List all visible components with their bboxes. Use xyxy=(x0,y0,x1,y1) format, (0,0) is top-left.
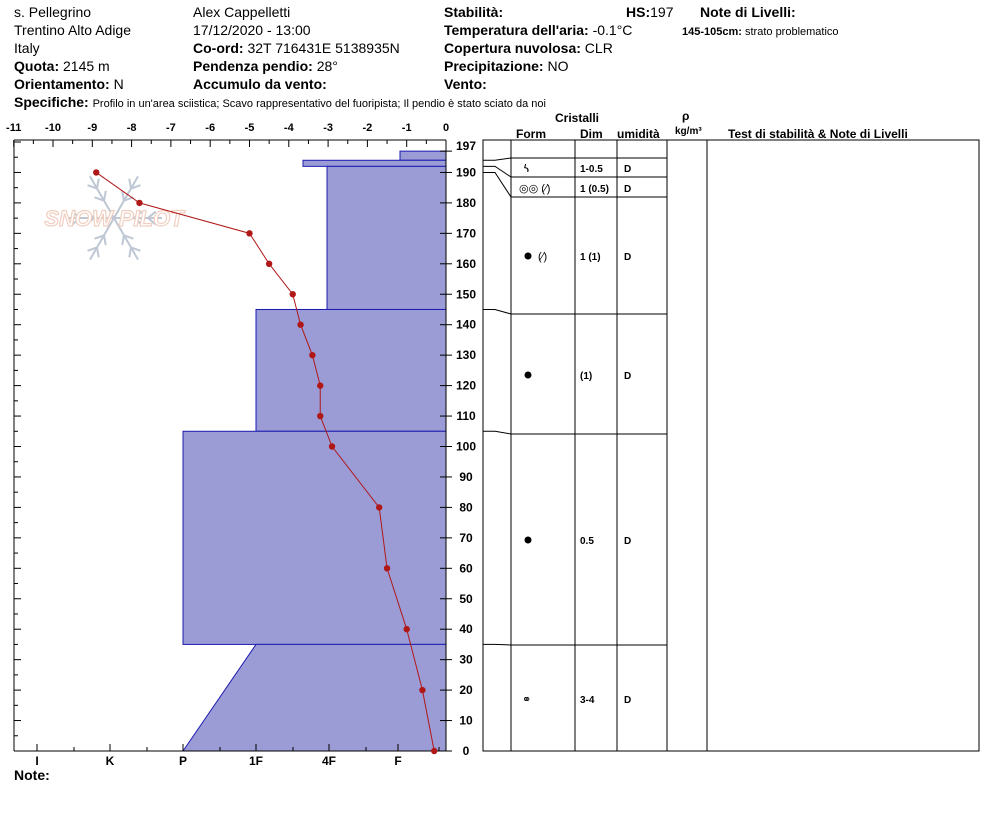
col-test: Test di stabilità & Note di Livelli xyxy=(728,127,908,141)
country-name: Italy xyxy=(14,40,40,56)
flake-branch xyxy=(97,179,99,189)
pendenza-label: Pendenza pendio: xyxy=(193,58,313,74)
crystal-umidita-value: D xyxy=(624,371,632,382)
height-tick-label: 20 xyxy=(459,683,473,698)
height-tick-label: 40 xyxy=(459,622,473,637)
accumulo-label: Accumulo da vento: xyxy=(193,76,327,92)
temp-point xyxy=(246,230,252,236)
flake-branch xyxy=(129,247,131,257)
temp-value: -0.1°C xyxy=(592,22,633,38)
hardness-tick-label: I xyxy=(35,754,39,768)
precipitazione-label: Precipitazione: xyxy=(444,58,544,74)
temp-point xyxy=(317,382,323,388)
crystal-form-rounded-icon xyxy=(525,372,532,379)
temp-tick-label: -10 xyxy=(45,122,61,134)
hardness-layer xyxy=(256,309,446,431)
observer-name: Alex Cappelletti xyxy=(193,4,291,20)
region-name: Trentino Alto Adige xyxy=(14,22,132,38)
hardness-layer xyxy=(303,160,446,166)
note-livelli-text: strato problematico xyxy=(745,26,839,38)
coord-label: Co-ord: xyxy=(193,40,244,56)
col-form: Form xyxy=(516,127,546,141)
flake-branch xyxy=(122,235,124,245)
col-dim: Dim xyxy=(580,127,603,141)
flake-branch xyxy=(104,235,106,245)
hardness-tick-label: 1F xyxy=(248,754,264,768)
col-rho-unit: kg/m³ xyxy=(675,126,702,137)
col-rho: ρ xyxy=(682,109,690,123)
copertura-value: CLR xyxy=(584,40,613,56)
height-tick-label: 120 xyxy=(455,378,477,393)
hardness-layer xyxy=(183,644,446,751)
height-tick-label: 50 xyxy=(459,591,473,606)
hardness-tick-label: P xyxy=(178,754,188,768)
temp-tick-label: -3 xyxy=(323,122,333,134)
crystal-form-rounded-icon xyxy=(525,537,532,544)
temp-tick-label: -7 xyxy=(166,122,176,134)
connector-line xyxy=(483,644,511,645)
temp-tick-label: 0 xyxy=(442,122,450,134)
temp-point xyxy=(384,565,390,571)
crystal-table xyxy=(483,140,979,751)
footer-note-label: Note: xyxy=(14,767,50,783)
table-border xyxy=(483,140,979,751)
location-name: s. Pellegrino xyxy=(14,4,92,20)
hardness-tick-label: 4F xyxy=(321,754,337,768)
crystal-form-label: ⚭ xyxy=(522,694,532,706)
hs-value: 197 xyxy=(650,4,674,20)
height-tick-label: 0 xyxy=(462,744,470,758)
col-cristalli: Cristalli xyxy=(555,111,600,125)
height-tick-label: 10 xyxy=(459,713,473,728)
crystal-dim-value: 1 (0.5) xyxy=(580,184,609,195)
col-umidita: umidità xyxy=(617,127,660,141)
temp-point xyxy=(266,261,272,267)
temp-tick-label: -4 xyxy=(283,122,294,134)
crystal-dim-value: 1 (1) xyxy=(580,252,601,263)
height-tick-label: 180 xyxy=(455,195,477,210)
vento-label: Vento: xyxy=(444,76,487,92)
snowpilot-logo xyxy=(44,176,185,259)
height-tick-label: 190 xyxy=(455,165,477,180)
pendenza-value: 28° xyxy=(316,58,338,74)
temp-tick-label: -1 xyxy=(401,122,412,134)
crystal-umidita-value: D xyxy=(624,184,632,195)
connector-line xyxy=(483,172,511,197)
temp-tick-label: -8 xyxy=(126,122,137,134)
flake-branch xyxy=(97,247,99,257)
height-tick-label: 160 xyxy=(455,256,477,271)
height-tick-label: 150 xyxy=(455,287,477,302)
hardness-layer xyxy=(183,431,446,644)
temp-point xyxy=(309,352,315,358)
temp-point xyxy=(136,200,142,206)
crystal-form-rounded-icon xyxy=(525,253,532,260)
connector-line xyxy=(483,431,511,434)
temp-tick-label: -9 xyxy=(87,122,98,134)
height-tick-label: 30 xyxy=(459,652,473,667)
temp-point xyxy=(419,687,425,693)
crystal-umidita-value: D xyxy=(624,536,632,547)
temp-tick-label: -5 xyxy=(244,122,255,134)
height-tick-label: 60 xyxy=(459,561,473,576)
temp-point xyxy=(317,413,323,419)
quota-label: Quota: xyxy=(14,58,60,74)
orientamento-value: N xyxy=(113,76,124,92)
flake-branch xyxy=(129,179,131,189)
logo-text: SNOW PILOT xyxy=(44,206,184,231)
specifiche-label: Specifiche: xyxy=(14,94,89,110)
temp-tick-label: -6 xyxy=(205,122,216,134)
coord-value: 32T 716431E 5138935N xyxy=(247,40,400,56)
flake-branch xyxy=(104,191,106,201)
hardness-tick-label: K xyxy=(105,754,115,768)
note-livelli-range: 145-105cm: xyxy=(682,26,742,38)
temp-tick-label: -11 xyxy=(6,122,22,134)
temp-point xyxy=(93,169,99,175)
hardness-layer xyxy=(400,151,446,160)
temp-point xyxy=(431,748,437,754)
hs-label: HS: xyxy=(626,4,651,20)
crystal-umidita-value: D xyxy=(624,252,632,263)
hardness-layers xyxy=(183,151,446,751)
crystal-form-label: ᓴ xyxy=(522,163,529,175)
temp-point xyxy=(404,626,410,632)
height-tick-label: 70 xyxy=(459,530,473,545)
height-tick-label: 140 xyxy=(455,317,477,332)
note-livelli-label: Note di Livelli: xyxy=(700,4,796,20)
crystal-dim-value: (1) xyxy=(580,371,593,382)
hardness-tick-label: F xyxy=(394,754,402,768)
copertura-label: Copertura nuvolosa: xyxy=(444,40,581,56)
crystal-form-label: (⁄) xyxy=(538,251,548,263)
height-tick-label: 100 xyxy=(455,439,477,454)
crystal-dim-value: 3-4 xyxy=(580,695,595,706)
temp-label: Temperatura dell'aria: xyxy=(444,22,589,38)
temp-point xyxy=(376,504,382,510)
connector-line xyxy=(483,309,511,314)
temp-point xyxy=(329,443,335,449)
orientamento-label: Orientamento: xyxy=(14,76,110,92)
height-tick-label: 110 xyxy=(456,409,476,424)
temp-tick-label: -2 xyxy=(362,122,373,134)
connector-line xyxy=(483,158,511,160)
height-tick-label: 130 xyxy=(455,348,477,363)
observation-datetime: 17/12/2020 - 13:00 xyxy=(193,22,311,38)
temp-point xyxy=(297,322,303,328)
quota-value: 2145 m xyxy=(63,58,110,74)
crystal-form-label: ◎◎ (⁄) xyxy=(519,183,551,195)
height-tick-label: 90 xyxy=(459,469,473,484)
temp-point xyxy=(290,291,296,297)
crystal-dim-value: 0.5 xyxy=(580,536,594,547)
height-tick-label: 197 xyxy=(455,139,477,154)
hardness-layer xyxy=(327,166,446,309)
height-tick-label: 170 xyxy=(455,226,477,241)
crystal-umidita-value: D xyxy=(624,695,632,706)
height-tick-label: 80 xyxy=(459,500,473,515)
crystal-dim-value: 1-0.5 xyxy=(580,164,603,175)
crystal-umidita-value: D xyxy=(624,164,632,175)
stabilita-label: Stabilità: xyxy=(444,4,504,20)
precipitazione-value: NO xyxy=(547,58,569,74)
specifiche-text: Profilo in un'area sciistica; Scavo rappresentativo del fuoripista; Il pendio è stato sciato da noi xyxy=(92,98,546,110)
